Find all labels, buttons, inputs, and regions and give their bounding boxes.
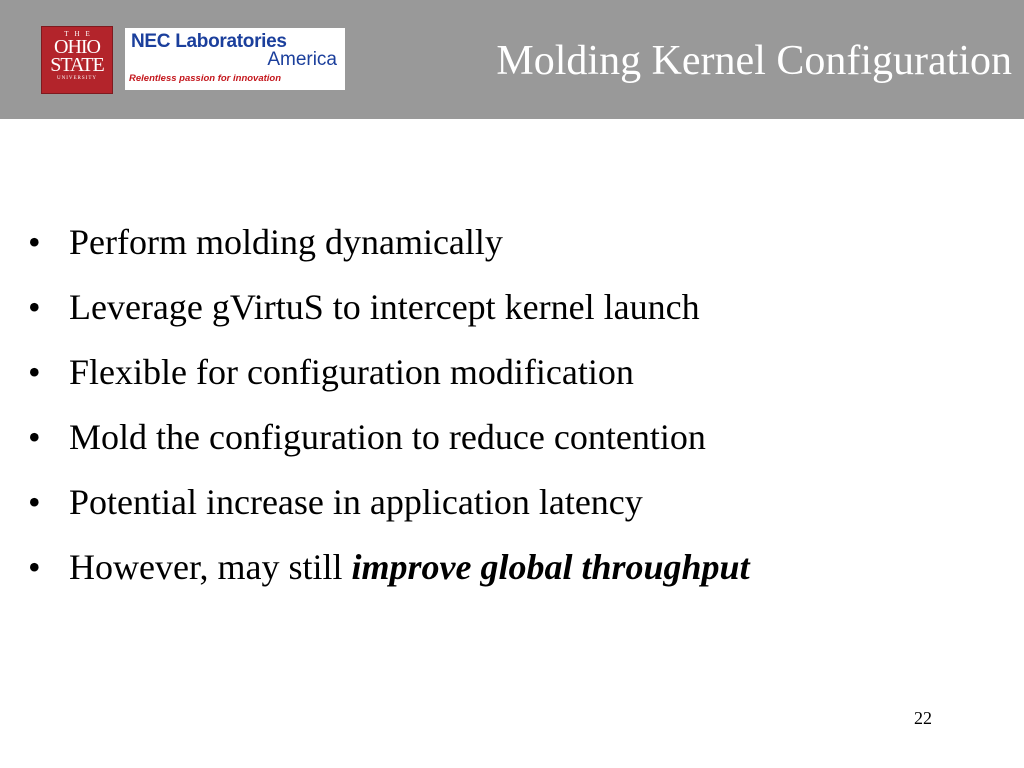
slide-header (0, 0, 1024, 119)
page-number: 22 (914, 708, 932, 728)
bullet-icon: • (28, 222, 41, 262)
ohio-state-logo: THE OHIO STATE UNIVERSITY (41, 26, 113, 94)
bullet-text: Mold the configuration to reduce contention (69, 417, 706, 457)
bullet-text: Flexible for configuration modification (69, 352, 634, 392)
bullet-icon: • (28, 417, 41, 457)
bullet-text-plain: However, may still (69, 547, 352, 587)
bullet-text: Potential increase in application latency (69, 482, 643, 522)
slide-title: Molding Kernel Configuration (496, 38, 1012, 84)
bullet-text: Leverage gVirtuS to intercept kernel launch (69, 287, 700, 327)
bullet-text: Perform molding dynamically (69, 222, 503, 262)
nec-laboratories-logo: NEC Laboratories America Relentless passion for innovation (125, 28, 345, 90)
bullet-icon: • (28, 482, 41, 522)
bullet-list (28, 210, 750, 600)
bullet-icon: • (28, 547, 41, 587)
bullet-item (28, 470, 750, 535)
bullet-item (28, 535, 750, 600)
bullet-text-emphasis: improve global throughput (351, 547, 750, 587)
bullet-text (69, 535, 750, 600)
bullet-item (28, 405, 750, 470)
bullet-icon: • (28, 352, 41, 392)
bullet-item (28, 340, 750, 405)
bullet-item (28, 275, 750, 340)
bullet-icon: • (28, 287, 41, 327)
bullet-item (28, 210, 750, 275)
